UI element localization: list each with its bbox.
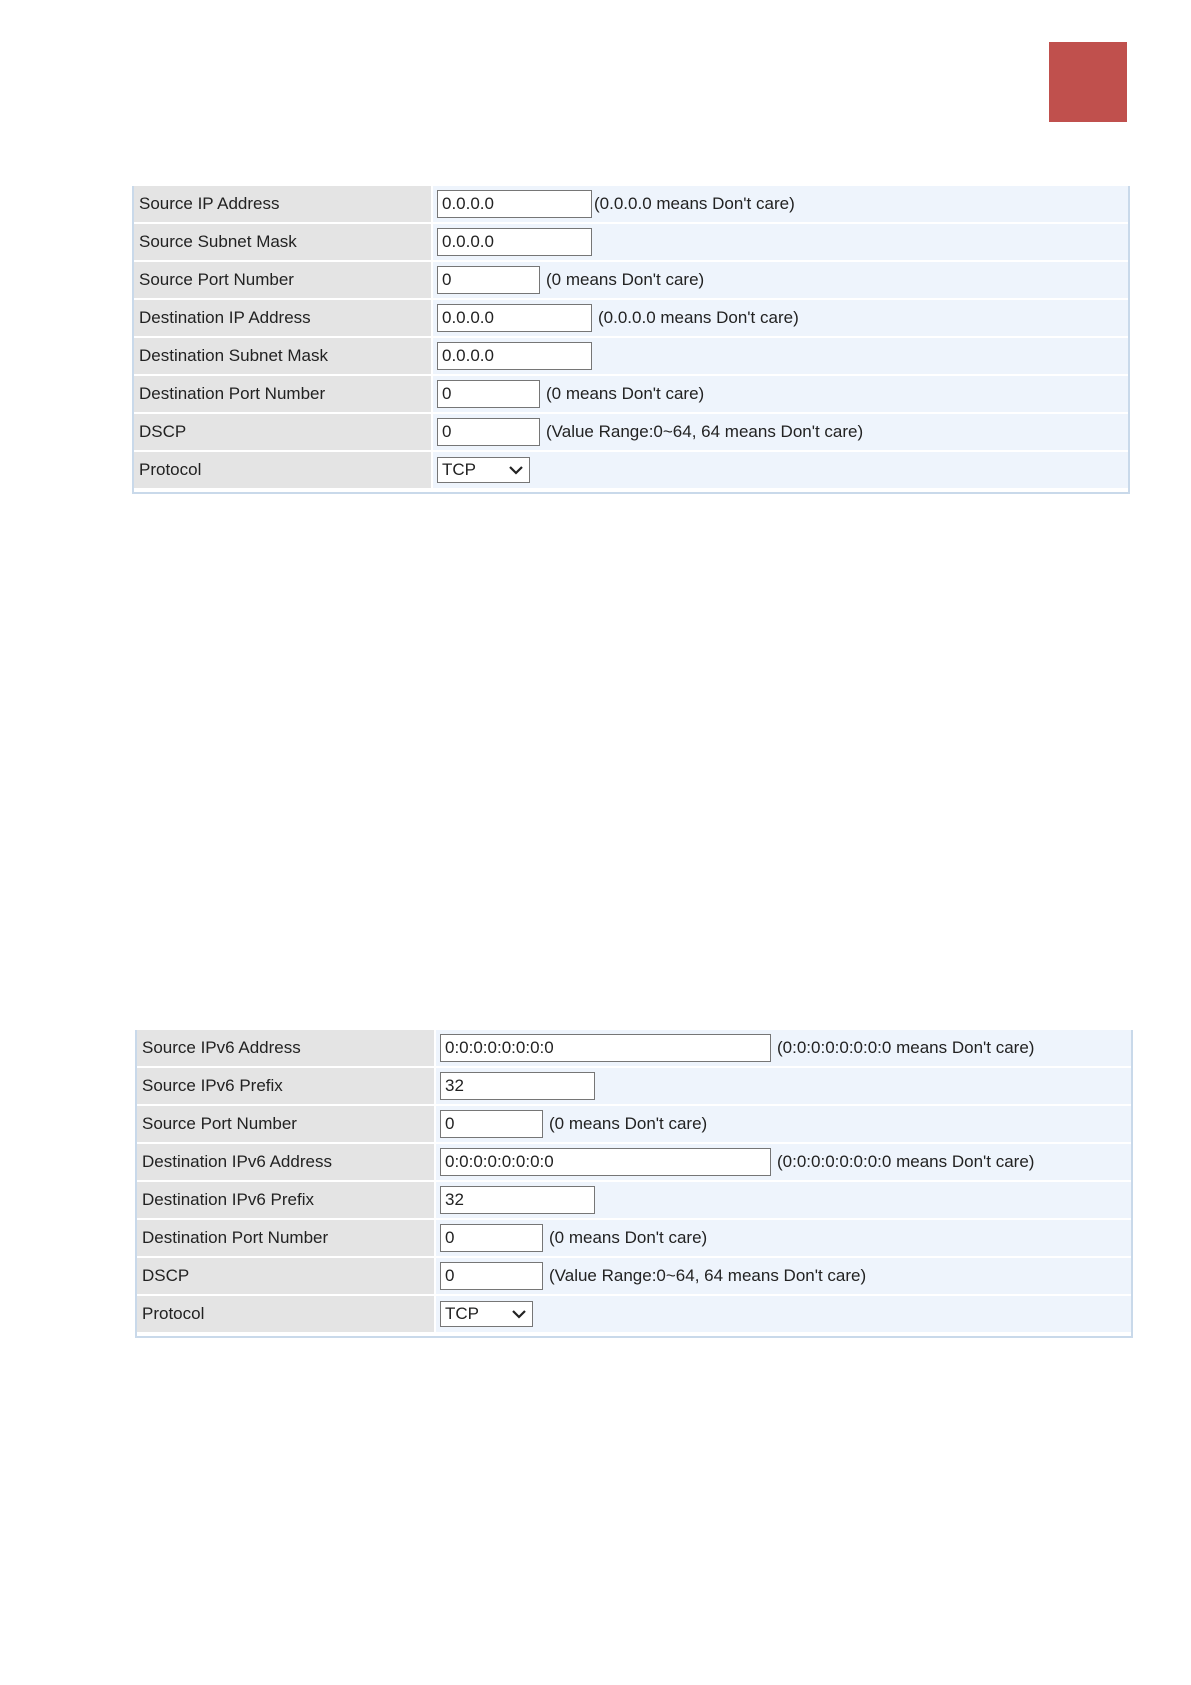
source-mask-label: Source Subnet Mask — [134, 224, 431, 260]
source-ip-input[interactable] — [437, 190, 592, 218]
row-dest-ipv6 — [137, 1144, 1131, 1180]
v6-protocol-selected-value: TCP — [445, 1304, 479, 1323]
row-source-mask — [134, 224, 1128, 260]
dscp-label: DSCP — [134, 414, 431, 450]
dscp-input[interactable] — [437, 418, 540, 446]
dest-port-cell — [433, 376, 1128, 412]
chevron-down-icon — [509, 463, 523, 477]
dest-port-hint: (0 means Don't care) — [546, 384, 705, 403]
source-port-cell — [433, 262, 1128, 298]
source-ipv6-prefix-input[interactable] — [440, 1072, 595, 1100]
row-dest-ipv6-prefix — [137, 1182, 1131, 1218]
row-source-ipv6-prefix — [137, 1068, 1131, 1104]
row-dest-port — [134, 376, 1128, 412]
v6-dest-port-label: Destination Port Number — [137, 1220, 434, 1256]
v6-source-port-input[interactable] — [440, 1110, 543, 1138]
protocol-label: Protocol — [134, 452, 431, 488]
v6-dscp-label: DSCP — [137, 1258, 434, 1294]
dest-ipv6-prefix-cell — [436, 1182, 1131, 1218]
row-dest-ip — [134, 300, 1128, 336]
dest-port-input[interactable] — [437, 380, 540, 408]
dest-ip-cell — [433, 300, 1128, 336]
v6-dscp-hint: (Value Range:0~64, 64 means Don't care) — [549, 1266, 867, 1285]
v6-dest-port-hint: (0 means Don't care) — [549, 1228, 708, 1247]
v6-protocol-cell — [436, 1296, 1131, 1332]
v6-dscp-input[interactable] — [440, 1262, 543, 1290]
dest-ipv6-cell — [436, 1144, 1131, 1180]
source-ip-cell — [433, 186, 1128, 222]
source-ipv6-hint: (0:0:0:0:0:0:0:0 means Don't care) — [777, 1038, 1035, 1057]
row-protocol — [134, 452, 1128, 488]
source-ipv6-input[interactable] — [440, 1034, 771, 1062]
dest-mask-label: Destination Subnet Mask — [134, 338, 431, 374]
dest-ip-input[interactable] — [437, 304, 592, 332]
source-ipv6-prefix-cell — [436, 1068, 1131, 1104]
source-ipv6-label: Source IPv6 Address — [137, 1030, 434, 1066]
source-ipv6-prefix-label: Source IPv6 Prefix — [137, 1068, 434, 1104]
v6-dest-port-input[interactable] — [440, 1224, 543, 1252]
source-ip-hint: (0.0.0.0 means Don't care) — [594, 194, 795, 213]
page-corner-marker — [1049, 42, 1127, 122]
dest-ip-hint: (0.0.0.0 means Don't care) — [598, 308, 799, 327]
dest-ipv6-input[interactable] — [440, 1148, 771, 1176]
source-port-hint: (0 means Don't care) — [546, 270, 705, 289]
row-v6-protocol — [137, 1296, 1131, 1332]
row-dest-mask — [134, 338, 1128, 374]
v6-protocol-label: Protocol — [137, 1296, 434, 1332]
dest-ipv6-hint: (0:0:0:0:0:0:0:0 means Don't care) — [777, 1152, 1035, 1171]
dscp-hint: (Value Range:0~64, 64 means Don't care) — [546, 422, 864, 441]
v6-dscp-cell — [436, 1258, 1131, 1294]
ipv6-rule-table — [135, 1030, 1133, 1338]
dest-port-label: Destination Port Number — [134, 376, 431, 412]
row-source-port — [134, 262, 1128, 298]
source-ipv6-cell — [436, 1030, 1131, 1066]
v6-source-port-cell — [436, 1106, 1131, 1142]
row-source-ipv6 — [137, 1030, 1131, 1066]
row-source-ip — [134, 186, 1128, 222]
v6-source-port-label: Source Port Number — [137, 1106, 434, 1142]
protocol-cell — [433, 452, 1128, 488]
v6-dest-port-cell — [436, 1220, 1131, 1256]
dest-ipv6-prefix-input[interactable] — [440, 1186, 595, 1214]
source-port-label: Source Port Number — [134, 262, 431, 298]
source-mask-input[interactable] — [437, 228, 592, 256]
source-ip-label: Source IP Address — [134, 186, 431, 222]
dest-ipv6-prefix-label: Destination IPv6 Prefix — [137, 1182, 434, 1218]
source-port-input[interactable] — [437, 266, 540, 294]
protocol-selected-value: TCP — [442, 460, 476, 479]
v6-protocol-select[interactable] — [440, 1301, 533, 1327]
row-v6-dest-port — [137, 1220, 1131, 1256]
v6-source-port-hint: (0 means Don't care) — [549, 1114, 708, 1133]
dest-ip-label: Destination IP Address — [134, 300, 431, 336]
dest-ipv6-label: Destination IPv6 Address — [137, 1144, 434, 1180]
chevron-down-icon — [512, 1307, 526, 1321]
source-mask-cell — [433, 224, 1128, 260]
row-dscp — [134, 414, 1128, 450]
dest-mask-input[interactable] — [437, 342, 592, 370]
row-v6-dscp — [137, 1258, 1131, 1294]
ipv4-rule-table — [132, 186, 1130, 494]
row-v6-source-port — [137, 1106, 1131, 1142]
protocol-select[interactable] — [437, 457, 530, 483]
dest-mask-cell — [433, 338, 1128, 374]
dscp-cell — [433, 414, 1128, 450]
